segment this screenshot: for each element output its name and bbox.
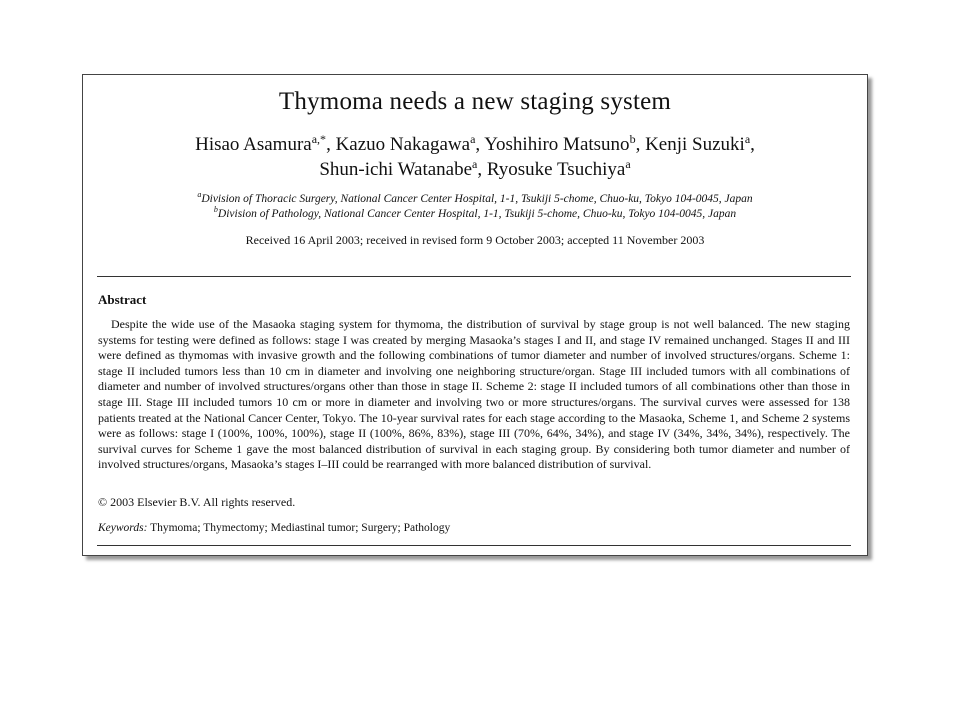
author-superscript: a <box>625 157 631 171</box>
author-name: Ryosuke Tsuchiya <box>486 159 626 180</box>
affiliation-text: Division of Pathology, National Cancer Center Hospital, 1-1, Tsukiji 5-chome, Chuo-ku, Tokyo 104-0045, Japan <box>217 208 737 220</box>
author-line-2 <box>83 157 867 183</box>
abstract-body: Despite the wide use of the Masaoka staging system for thymoma, the distribution of survival by stage group is not well balanced. The new staging systems for testing were defined as follows: stage I was created by merging Masaoka’s stages I and II, and stage IV remained unchanged. Stages II and III were defined as thymomas with invasive growth and the following combinations of tumor diameter and number of involved structures/organs. Scheme 1: stage II included tumors less than 10 cm in diameter and involving one neighboring structure/organ. Stage III included tumors with all combinations of diameter and number of involved structures/organs other than those in stage II. Scheme 2: stage II included tumors of all combinations other than those in stage III. Stage III included tumors 10 cm or more in diameter and involving two or more structures/organs. The survival curves were assessed for 138 patients treated at the National Cancer Center, Tokyo. The 10-year survival rates for each stage according to the Masaoka, Scheme 1, and Scheme 2 systems were as follows: stage I (100%, 100%, 100%), stage II (100%, 86%, 83%), stage III (70%, 64%, 34%), and stage IV (34%, 34%, 34%), respectively. The survival curves for Scheme 1 gave the most balanced distribution of survival in each staging group. By considering both tumor diameter and number of involved structures/organs, Masaoka’s stages I–III could be rearranged with more balanced distribution of survival. <box>98 317 850 472</box>
keywords-label: Keywords: <box>98 522 148 534</box>
author-name: Shun-ichi Watanabe <box>319 159 473 180</box>
affiliation-mark: b <box>213 205 218 214</box>
author-name: Hisao Asamura <box>195 134 312 155</box>
author-superscript: a <box>744 132 751 146</box>
author-separator: , <box>475 134 485 155</box>
affiliation-mark: a <box>197 190 202 199</box>
affiliation-a <box>83 192 867 207</box>
author-superscript: a <box>470 132 476 146</box>
author-name: Kazuo Nakagawa <box>335 134 471 155</box>
author-name: Kenji Suzuki <box>645 134 745 155</box>
paper-title: Thymoma needs a new staging system <box>278 88 672 115</box>
keywords-line <box>98 522 450 534</box>
keywords-text: Thymoma; Thymectomy; Mediastinal tumor; Surgery; Pathology <box>150 522 451 534</box>
bottom-divider <box>97 545 851 546</box>
author-superscript: a,* <box>311 132 327 146</box>
author-line-1 <box>83 132 867 158</box>
author-separator: , <box>326 134 336 155</box>
affiliation-text: Division of Thoracic Surgery, National Cancer Center Hospital, 1-1, Tsukiji 5-chome, Chuo-ku, Tokyo 104-0045, Japan <box>201 193 753 205</box>
top-divider <box>97 276 851 277</box>
author-name: Yoshihiro Matsuno <box>484 134 630 155</box>
author-separator: , <box>477 159 487 180</box>
abstract-heading: Abstract <box>98 292 147 307</box>
author-superscript: b <box>629 132 636 146</box>
author-separator: , <box>635 134 646 155</box>
paper-page <box>82 74 868 556</box>
copyright-notice: © 2003 Elsevier B.V. All rights reserved. <box>98 495 296 509</box>
author-separator: , <box>750 134 755 155</box>
affiliation-b <box>83 207 867 222</box>
received-dates: Received 16 April 2003; received in revised form 9 October 2003; accepted 11 November 2003 <box>245 233 705 247</box>
author-superscript: a <box>472 157 478 171</box>
